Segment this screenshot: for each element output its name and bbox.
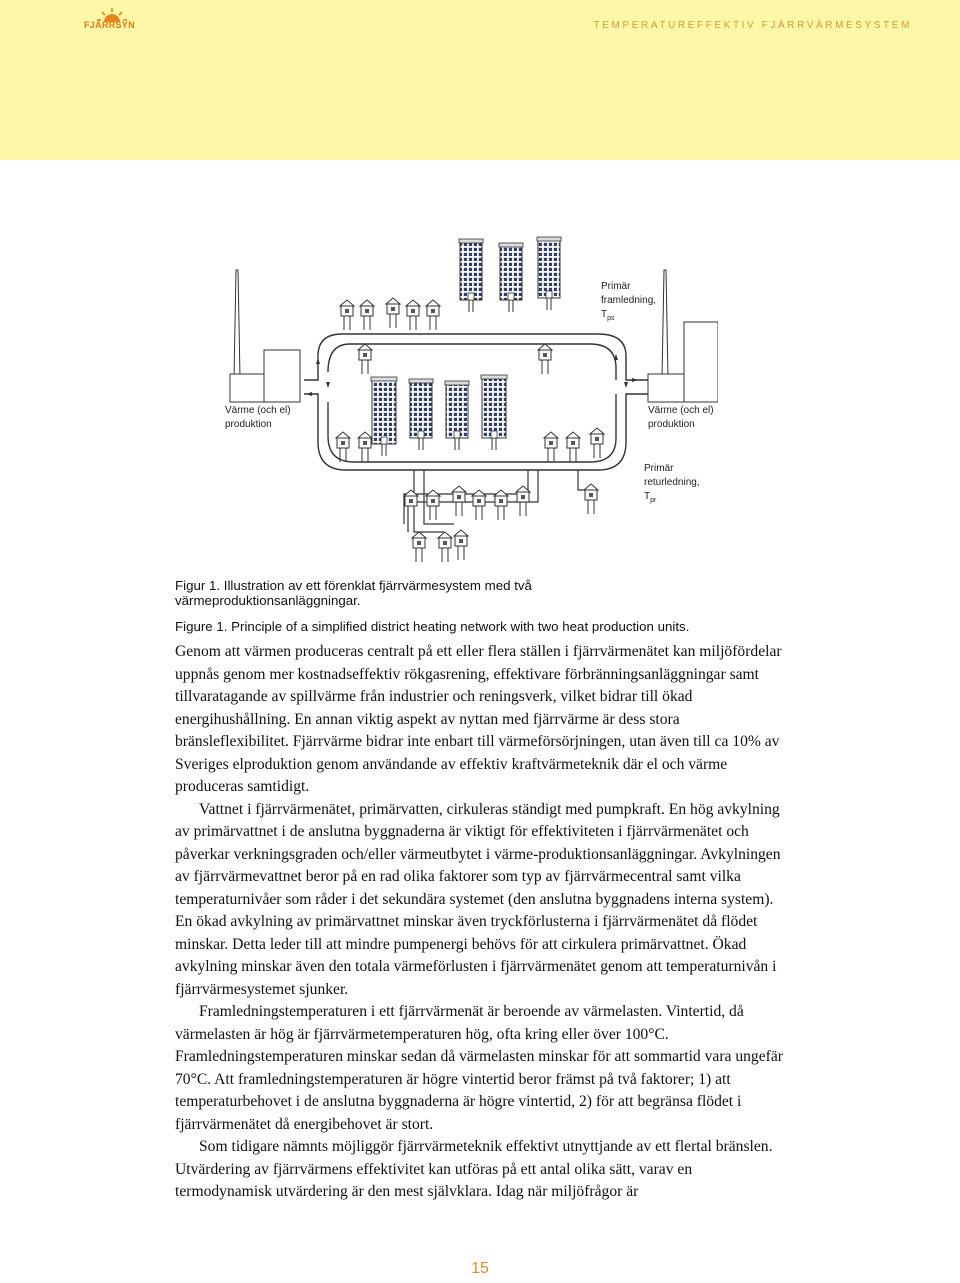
apartment-building-icon xyxy=(445,381,469,450)
paragraph-4: Som tidigare nämnts möjliggör fjärrvärmeteknik effektivt utnyttjande av ett flertal bränslen. Utvärdering av fjärrvärmens effektivitet kan utföras på ett antal olika sätt, varav en termodynamisk utvärdering är den mest självklara. Idag när miljöfrågor är xyxy=(175,1138,773,1200)
house-icon xyxy=(472,490,486,520)
house-icon xyxy=(412,532,426,562)
figure-caption-swedish: Figur 1. Illustration av ett förenklat fjärrvärmesystem med två värmeproduktionsanläggningar. xyxy=(175,578,532,608)
right-plant-label: Värme (och el) produktion xyxy=(648,405,714,430)
apartment-building-icon xyxy=(499,243,523,312)
flow-arrow-icons xyxy=(306,354,638,396)
logo-text: FJÄRRSYN xyxy=(84,20,135,30)
body-text xyxy=(175,641,787,1204)
district-heating-diagram xyxy=(218,232,718,572)
supply-label: Primär framledning, $T_{ps}$ xyxy=(601,281,657,322)
house-group-bottom xyxy=(404,484,598,562)
left-plant-icon xyxy=(230,350,300,402)
house-icon xyxy=(454,530,468,560)
right-chimney-icon xyxy=(662,270,668,378)
house-icon xyxy=(340,300,354,330)
house-icon xyxy=(438,532,452,562)
left-plant-label: Värme (och el) produktion xyxy=(225,405,291,430)
house-icon xyxy=(566,432,580,462)
apartment-buildings xyxy=(371,237,561,456)
apartment-building-icon xyxy=(537,237,561,310)
apartment-building-icon xyxy=(371,377,397,456)
figure-caption-english: Figure 1. Principle of a simplified district heating network with two heat production units. xyxy=(175,619,690,634)
house-icon xyxy=(494,490,508,520)
house-icon xyxy=(426,490,440,520)
header-title: TEMPERATUREFFEKTIV FJÄRRVÄRMESYSTEM xyxy=(593,20,912,31)
house-icon xyxy=(358,344,372,374)
apartment-building-icon xyxy=(481,375,507,450)
page-header xyxy=(0,0,960,160)
house-icon xyxy=(590,428,604,458)
left-chimney-icon xyxy=(234,270,240,378)
house-icon xyxy=(584,484,598,514)
house-icon xyxy=(404,490,418,520)
house-icon xyxy=(452,486,466,516)
house-icon xyxy=(358,432,372,462)
return-label: Primär returledning, $T_{pr}$ xyxy=(644,463,700,504)
paragraph-1: Genom att värmen produceras centralt på ett eller flera ställen i fjärrvärmenätet kan miljöfördelar uppnås genom mer kostnadseffektiv rökgasrening, effektivare förbränningsanläggningar samt tillvaratagande av spillvärme från industrier och reningsverk, vilket bidrar till ökad energihushållning. En annan viktig aspekt av nyttan med fjärrvärme är dess stora bränsleflexibilitet. Fjärrvärme bidrar inte enbart till värmeförsörjningen, utan även till ca 10% av Sveriges elproduktion genom användande av effektiv kraftvärmeteknik där el och värme produceras samtidigt. xyxy=(175,643,782,795)
apartment-building-icon xyxy=(409,379,433,450)
house-icon xyxy=(360,300,374,330)
primary-supply-pipe-icon xyxy=(304,334,648,470)
house-icon xyxy=(516,486,530,516)
house-icon xyxy=(406,300,420,330)
paragraph-3: Framledningstemperaturen i ett fjärrvärmenät är beroende av värmelasten. Vintertid, då värmelasten är hög är fjärrvärmetemperaturen hög, ofta kring eller över 100°C. Framledningstemperaturen minskar sedan då värmelasten minskar för att sommartid vara ungefär 70°C. Att framledningstemperaturen är högre vintertid beror främst på två faktorer; 1) att temperaturbehovet i de anslutna byggnaderna är högre vintertid, 2) för att begränsa flödet i fjärrvärmenätet då energibehovet är stort. xyxy=(175,1003,783,1133)
house-icon xyxy=(544,432,558,462)
house-icon xyxy=(538,344,552,374)
page-number: 15 xyxy=(471,1260,489,1277)
apartment-building-icon xyxy=(459,239,483,312)
house-icon xyxy=(386,298,400,328)
right-plant-icon xyxy=(648,322,718,402)
house-icon xyxy=(426,300,440,330)
paragraph-2: Vattnet i fjärrvärmenätet, primärvatten, cirkuleras ständigt med pumpkraft. En hög avkylning av primärvattnet i de anslutna byggnaderna är viktigt för effektiviteten i fjärrvärmenätet och påverkar verkningsgraden och/eller värmeutbytet i värme-produktionsanläggningar. Avkylningen av fjärrvärmevattnet beror på en rad olika faktorer som typ av fjärrvärmecentral samt vilka temperaturnivåer som råder i det sekundära systemet (den anslutna byggnadens interna system). En ökad avkylning av primärvattnet minskar även tryckförlusterna i fjärrvärmenätet då flödet minskar. Detta leder till att mindre pumpenergi behövs för att cirkulera primärvattnet. Ökad avkylning minskar även den totala värmeförlusten i fjärrvärmenätet genom att temperaturnivån i fjärrvärmesystemet sjunker. xyxy=(175,800,781,998)
